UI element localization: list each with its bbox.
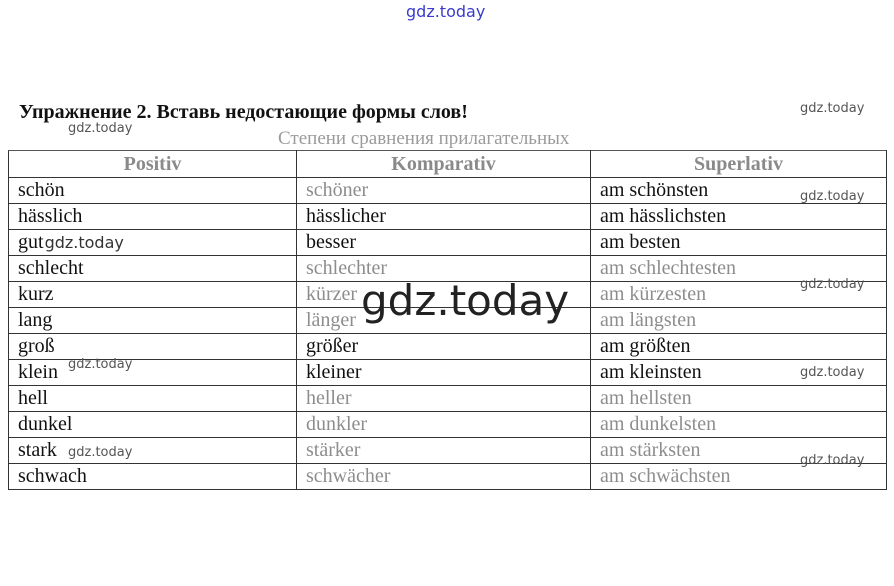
- superlativ-cell: am schönsten: [591, 178, 887, 204]
- table-row: [9, 230, 887, 256]
- komparativ-cell: besser: [297, 230, 591, 256]
- komparativ-cell: schlechter: [297, 256, 591, 282]
- superlativ-cell: am hässlichsten: [591, 204, 887, 230]
- watermark-text: gdz.today: [68, 445, 133, 460]
- header-superlativ: Superlativ: [591, 151, 887, 178]
- komparativ-cell: heller: [297, 386, 591, 412]
- table-row: [9, 204, 887, 230]
- watermark-text: gdz.today: [68, 121, 133, 136]
- positiv-cell: hell: [9, 386, 297, 412]
- positiv-cell: hässlich: [9, 204, 297, 230]
- watermark-text: gdz.today: [800, 453, 865, 468]
- positiv-cell: lang: [9, 308, 297, 334]
- table-header-row: [9, 151, 887, 178]
- positiv-cell: groß: [9, 334, 297, 360]
- komparativ-cell: hässlicher: [297, 204, 591, 230]
- table-row: [9, 438, 887, 464]
- komparativ-cell: schwächer: [297, 464, 591, 490]
- watermark-text: gdz.today: [800, 277, 865, 292]
- superlativ-cell: am größten: [591, 334, 887, 360]
- superlativ-cell: am besten: [591, 230, 887, 256]
- watermark-text: gdz.today: [800, 189, 865, 204]
- table-row: [9, 412, 887, 438]
- positiv-cell: stark: [9, 438, 297, 464]
- table-row: [9, 386, 887, 412]
- komparativ-cell: länger: [297, 308, 591, 334]
- watermark-text: gdz.today: [68, 357, 133, 372]
- komparativ-cell: kürzer: [297, 282, 591, 308]
- exercise-title: Упражнение 2. Вставь недостающие формы слов!: [19, 101, 468, 123]
- positiv-cell: [9, 230, 297, 256]
- top-watermark: gdz.today: [406, 2, 486, 21]
- komparativ-cell: dunkler: [297, 412, 591, 438]
- positiv-cell: dunkel: [9, 412, 297, 438]
- superlativ-cell: am stärksten: [591, 438, 887, 464]
- superlativ-cell: am schlechtesten: [591, 256, 887, 282]
- table-row: [9, 360, 887, 386]
- komparativ-cell: größer: [297, 334, 591, 360]
- positiv-cell: klein: [9, 360, 297, 386]
- table-row: [9, 334, 887, 360]
- positiv-text: gut: [18, 231, 44, 253]
- table-row: [9, 464, 887, 490]
- superlativ-cell: am dunkelsten: [591, 412, 887, 438]
- positiv-cell: kurz: [9, 282, 297, 308]
- superlativ-cell: am kürzesten: [591, 282, 887, 308]
- komparativ-cell: stärker: [297, 438, 591, 464]
- watermark-text: gdz.today: [800, 365, 865, 380]
- superlativ-cell: am längsten: [591, 308, 887, 334]
- positiv-cell: schlecht: [9, 256, 297, 282]
- table-row: [9, 178, 887, 204]
- table-caption: Степени сравнения прилагательных: [278, 128, 570, 149]
- komparativ-cell: kleiner: [297, 360, 591, 386]
- positiv-cell: schwach: [9, 464, 297, 490]
- watermark-text: gdz.today: [800, 101, 865, 116]
- header-komparativ: Komparativ: [297, 151, 591, 178]
- superlativ-cell: am kleinsten: [591, 360, 887, 386]
- komparativ-cell: schöner: [297, 178, 591, 204]
- large-watermark: gdz.today: [361, 276, 570, 325]
- superlativ-cell: am schwächsten: [591, 464, 887, 490]
- header-positiv: Positiv: [9, 151, 297, 178]
- superlativ-cell: am hellsten: [591, 386, 887, 412]
- inline-watermark: gdz.today: [44, 233, 124, 252]
- positiv-cell: schön: [9, 178, 297, 204]
